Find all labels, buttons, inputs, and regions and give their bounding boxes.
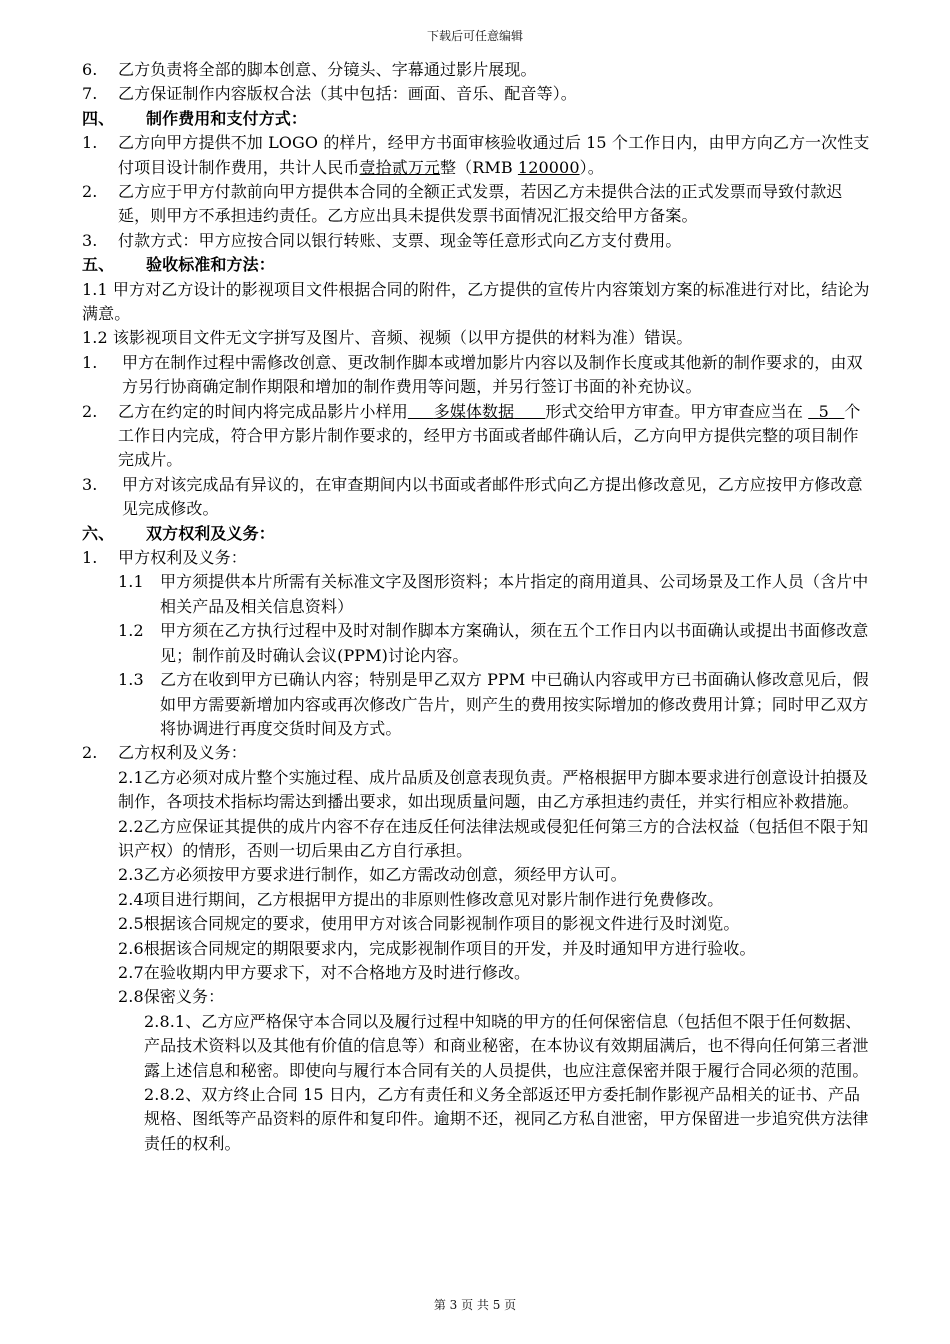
contract-body [82,58,872,1156]
clause-number: 2. [82,743,98,763]
rights-party-a-1-2 [82,619,872,668]
clause-7-7 [82,82,872,106]
rights-party-b-2-8: 2.8保密义务： [118,987,225,1007]
clause-number: 1. [82,352,98,372]
clause-text: 甲方对该完成品有异议的，在审查期间内以书面或者邮件形式向乙方提出修改意见，乙方应按甲方修改意见完成修改。 [122,474,863,519]
section-number: 四、 [82,108,115,128]
clause-7-6 [82,58,872,82]
clause-number: 1.2 [118,621,144,641]
clause-text: 乙方在收到甲方已确认内容；特别是甲乙双方 PPM 中已确认内容或甲方已书面确认修改意见后，假如甲方需要新增加内容或再次修改广告片，则产生的费用按实际增加的修改费用计算；同时甲乙双方将协调进行再度交货时间及方式。 [160,670,869,738]
section-title: 验收标准和方法： [146,255,275,275]
rights-party-b-2-2: 2.2乙方应保证其提供的成片内容不存在违反任何法律法规或侵犯任何第三方的合法权益（包括但不限于知识产权）的情形，否则一切后果由乙方自行承担。 [118,816,869,860]
clause-number: 1. [82,133,98,153]
clause-number: 6. [82,60,98,79]
amount-rmb: 120000 [517,157,580,177]
clause-text: 乙方应于甲方付款前向甲方提供本合同的全额正式发票，若因乙方未提供合法的正式发票而导致付款迟延，则甲方不承担违约责任。乙方应出具未提供发票书面情况汇报交给甲方备案。 [118,182,843,226]
clause-text: 甲方权利及义务： [118,548,247,568]
clause-text: 甲方须提供本片所需有关标准文字及图形资料；本片指定的商用道具、公司场景及工作人员（含片中相关产品及相关信息资料） [160,572,869,616]
clause-number: 3. [82,474,98,494]
clause-number: 1.3 [118,670,144,690]
rights-party-b-2-5: 2.5根据该合同规定的要求，使用甲方对该合同影视制作项目的影视文件进行及时浏览。 [118,914,740,934]
page-header: 下载后可任意编辑 [426,29,523,43]
clause-text: 乙方权利及义务： [118,743,247,763]
clause-number: 7. [82,84,98,104]
clause-text: 个工作日内完成，符合甲方影片制作要求的，经甲方书面或者邮件确认后，乙方向甲方提供完整的项目制作完成片。 [118,401,861,470]
acceptance-clause-1 [82,351,872,400]
clause-text: 整（RMB [440,157,513,177]
clause-text: 甲方须在乙方执行过程中及时对制作脚本方案确认，须在五个工作日内以书面确认或提出书面修改意见；制作前及时确认会议(PPM)讨论内容。 [160,621,869,665]
review-days: 5 [818,401,829,421]
payment-clause-2 [82,180,872,229]
confidentiality-2-8-2: 2.8.2、双方终止合同 15 日内，乙方有责任和义务全部返还甲方委托制作影视产品相关的证书、产品规格、图纸等产品资料的原件和复印件。逾期不还，视同乙方私自泄密，甲方保留进一步追究供方法律责任的权利。 [144,1085,869,1153]
rights-party-b-2-3: 2.3乙方必须按甲方要求进行制作，如乙方需改动创意，须经甲方认可。 [118,865,627,885]
clause-text: 乙方在约定的时间内将完成品影片小样用 [118,401,408,421]
acceptance-standard-1-1: 1.1 甲方对乙方设计的影视项目文件根据合同的附件，乙方提供的宣传片内容策划方案的标准进行对比，结论为满意。 [82,279,870,324]
section-number: 五、 [82,255,115,275]
clause-number: 2. [82,182,98,202]
media-format: 多媒体数据 [433,401,515,421]
clause-number: 2. [82,401,98,421]
amount-in-words: 壹拾贰万元 [359,157,441,177]
payment-clause-1 [82,131,872,180]
rights-party-b-heading [82,741,872,765]
acceptance-clause-2 [82,400,872,473]
rights-party-b-2-6: 2.6根据该合同规定的期限要求内，完成影视制作项目的开发，并及时通知甲方进行验收。 [118,938,756,958]
clause-text: 付款方式：甲方应按合同以银行转账、支票、现金等任意形式向乙方支付费用。 [118,230,682,250]
clause-number: 1. [82,548,98,568]
rights-party-b-2-4: 2.4项目进行期间，乙方根据甲方提出的非原则性修改意见对影片制作进行免费修改。 [118,889,724,909]
section-number: 六、 [82,523,115,543]
acceptance-clause-3 [82,473,872,522]
clause-text: 形式交给甲方审查。甲方审查应当在 [545,401,803,421]
rights-party-b-2-1: 2.1乙方必须对成片整个实施过程、成片品质及创意表现负责。严格根据甲方脚本要求进行创意设计拍摄及制作，各项技术指标均需达到播出要求，如出现质量问题，由乙方承担违约责任，并实行相应补救措施。 [118,767,869,812]
clause-number: 3. [82,230,98,250]
section-6-heading [82,522,872,546]
section-4-heading [82,107,872,131]
section-title: 双方权利及义务： [146,523,275,543]
rights-party-b-2-7: 2.7在验收期内甲方要求下，对不合格地方及时进行修改。 [118,962,531,982]
confidentiality-2-8-1: 2.8.1、乙方应严格保守本合同以及履行过程中知晓的甲方的任何保密信息（包括但不限于任何数据、产品技术资料以及其他有价值的信息等）和商业秘密，在本协议有效期届满后，也不得向任何第三者泄露上述信息和秘密。即使向与履行本合同有关的人员提供，也应注意保密并限于履行合同必须的范围。 [144,1011,869,1080]
page-footer: 第 3 页 共 5 页 [433,1298,517,1312]
rights-party-a-1-1 [82,570,872,619]
clause-text: 乙方负责将全部的脚本创意、分镜头、字幕通过影片展现。 [118,60,537,79]
clause-text: 甲方在制作过程中需修改创意、更改制作脚本或增加影片内容以及制作长度或其他新的制作要求的，由双方另行协商确定制作期限和增加的制作费用等问题，并另行签订书面的补充协议。 [122,352,863,397]
section-title: 制作费用和支付方式： [146,108,308,128]
rights-party-a-heading [82,546,872,570]
rights-party-a-1-3 [82,668,872,741]
clause-text: 乙方保证制作内容版权合法（其中包括：画面、音乐、配音等）。 [118,84,577,104]
acceptance-standard-1-2: 1.2 该影视项目文件无文字拼写及图片、音频、视频（以甲方提供的材料为准）错误。 [82,328,693,348]
clause-number: 1.1 [118,572,144,592]
section-5-heading [82,253,872,277]
clause-text: 乙方向甲方提供不加 LOGO 的样片，经甲方书面审核验收通过后 15 个工作日内，由甲方向乙方一次性支付项目设计制作费用，共计人民币 [118,133,870,177]
clause-text: ）。 [579,157,604,177]
payment-clause-3 [82,229,872,253]
